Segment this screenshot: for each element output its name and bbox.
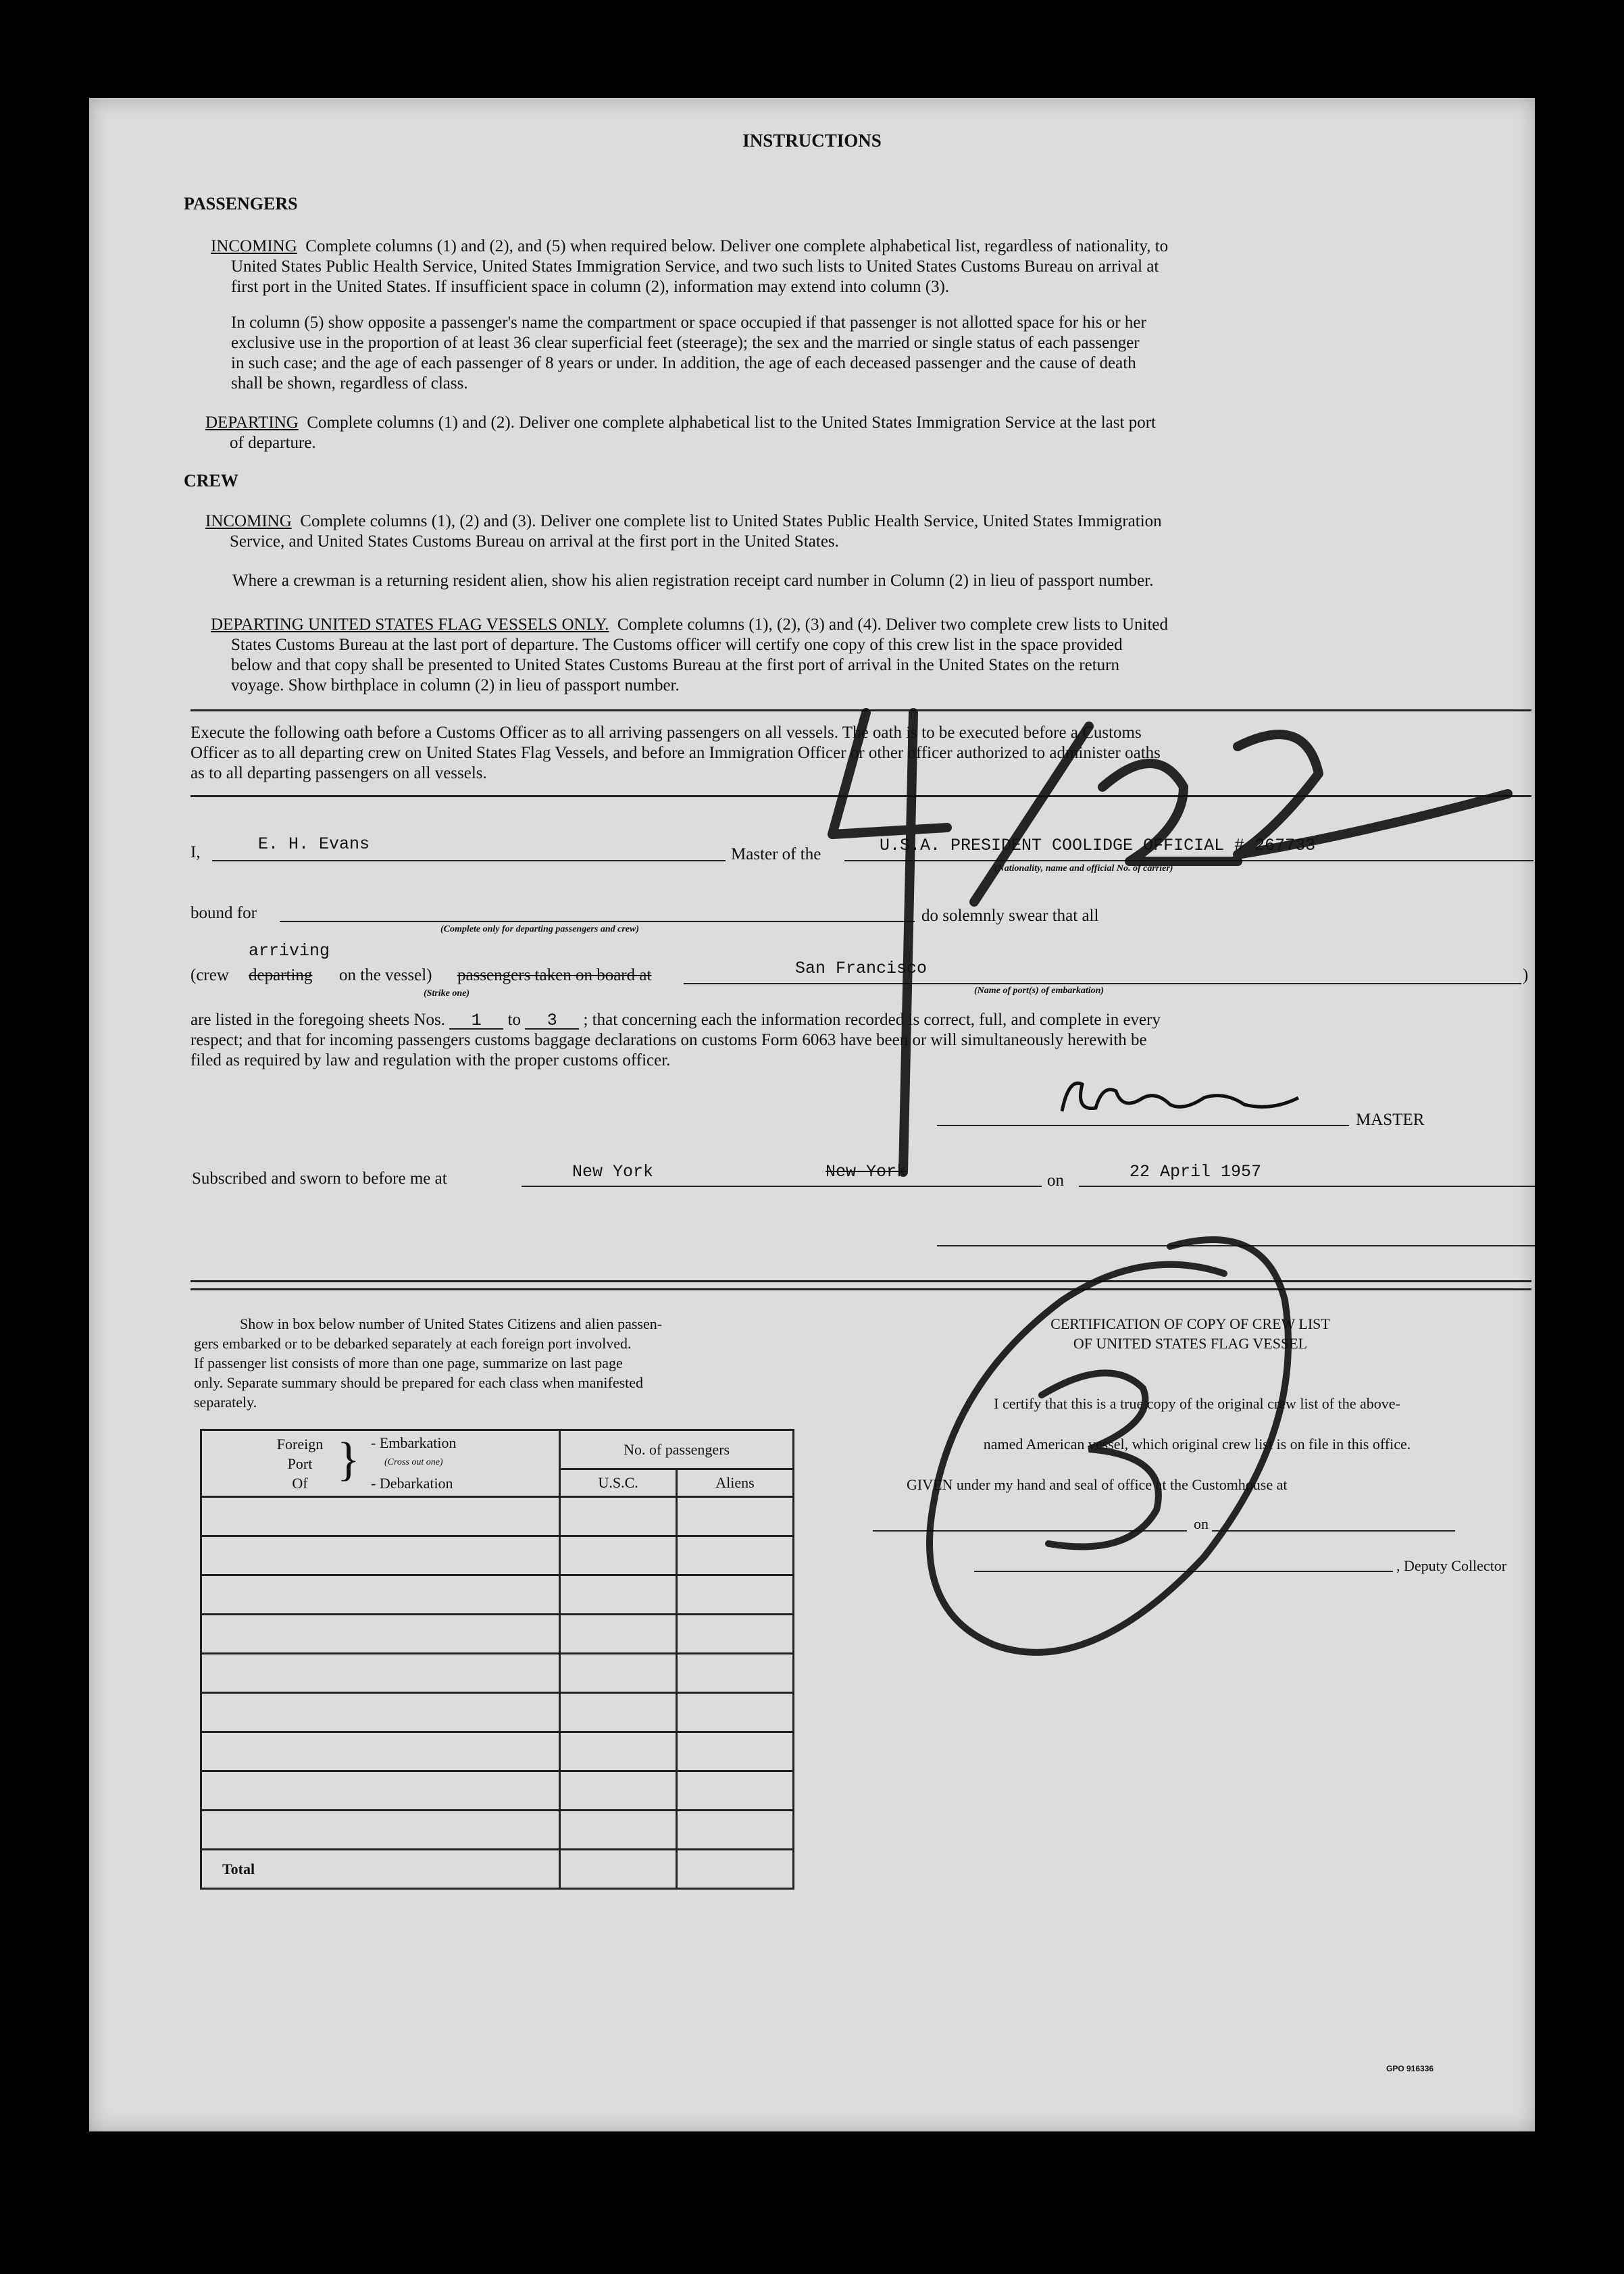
date-line: [1079, 1186, 1535, 1187]
text-line: If passenger list consists of more than one page, summarize on last page: [194, 1355, 623, 1371]
text-line: first port in the United States. If insufficient space in column (2), information may extend into column (3).: [231, 278, 950, 296]
text-line: Complete columns (1), (2) and (3). Deliver one complete list to United States Public Health Service, United States Immigration: [300, 512, 1162, 530]
debarkation-label: - Debarkation: [371, 1474, 453, 1492]
vessel-line: [844, 860, 1533, 861]
port-line: [684, 983, 1521, 984]
table-cell[interactable]: [201, 1536, 560, 1575]
total-usc-cell[interactable]: [560, 1850, 677, 1889]
on-vessel-label: on the vessel): [339, 966, 432, 984]
table-cell[interactable]: [201, 1497, 560, 1536]
passengers-header: No. of passengers: [560, 1430, 794, 1469]
footer-code: GPO 916336: [1386, 2064, 1434, 2073]
form-page: [89, 98, 1535, 2131]
table-cell[interactable]: [560, 1575, 677, 1615]
header-text: Of: [292, 1474, 308, 1492]
table-cell[interactable]: [201, 1732, 560, 1771]
customhouse-line[interactable]: [873, 1530, 1187, 1532]
total-aliens-cell[interactable]: [677, 1850, 794, 1889]
sheets-label: are listed in the foregoing sheets Nos.: [191, 1011, 445, 1029]
arriving-field[interactable]: arriving: [249, 941, 330, 961]
divider: [191, 1288, 1531, 1290]
table-cell[interactable]: [201, 1693, 560, 1732]
page-title: INSTRUCTIONS: [742, 130, 882, 151]
officer-signature-line[interactable]: [937, 1245, 1535, 1246]
table-cell[interactable]: [560, 1732, 677, 1771]
table-cell[interactable]: [560, 1811, 677, 1850]
passengers-incoming: [211, 236, 1508, 297]
subscribed-label: Subscribed and sworn to before me at: [192, 1169, 447, 1188]
text-line: voyage. Show birthplace in column (2) in lieu of passport number.: [231, 676, 680, 694]
text-line: respect; and that for incoming passengers customs baggage declarations on customs Form 6063 have been or will simultaneously herewith be: [191, 1031, 1147, 1049]
foreign-port-header: [201, 1430, 560, 1497]
table-cell[interactable]: [560, 1497, 677, 1536]
table-row: [201, 1615, 794, 1654]
strike-caption: (Strike one): [424, 988, 470, 999]
text-line: States Customs Bureau at the last port of departure. The Customs officer will certify one copy of this crew list in the space provided: [231, 636, 1123, 654]
cert-line: I certify that this is a true copy of the original crew list of the above-: [994, 1395, 1400, 1412]
text-line: exclusive use in the proportion of at least 36 clear superficial feet (steerage); the sex and the married or single status of each passenger: [231, 334, 1140, 352]
table-row: [201, 1536, 794, 1575]
text-line: Service, and United States Customs Bureau on arrival at the first port in the United States.: [230, 532, 839, 551]
text-line: In column (5) show opposite a passenger's name the compartment or space occupied if that passenger is not allotted space for his or her: [231, 313, 1146, 332]
master-label: MASTER: [1356, 1111, 1425, 1129]
text-line: filed as required by law and regulation with the proper customs officer.: [191, 1051, 671, 1069]
cert-date-line[interactable]: [1212, 1530, 1455, 1532]
table-cell[interactable]: [677, 1771, 794, 1811]
master-signature-line[interactable]: [937, 1125, 1349, 1126]
text-line: only. Separate summary should be prepared for each class when manifested: [194, 1374, 644, 1391]
table-cell[interactable]: [677, 1575, 794, 1615]
table-cell[interactable]: [201, 1811, 560, 1850]
bound-for-line[interactable]: [280, 921, 915, 922]
total-label: Total: [201, 1850, 560, 1889]
departing-struck: departing: [249, 966, 313, 984]
table-cell[interactable]: [201, 1771, 560, 1811]
crew-incoming: [205, 511, 1509, 552]
text-line: shall be shown, regardless of class.: [231, 374, 468, 393]
text-line: Complete columns (1) and (2), and (5) when required below. Deliver one complete alphabetical list, regardless of nationality, to: [305, 237, 1169, 255]
crew-alien-note: Where a crewman is a returning resident alien, show his alien registration receipt card number in Column (2) in lieu of passport number.: [232, 572, 1154, 590]
text-line: separately.: [194, 1394, 257, 1411]
usc-header: U.S.C.: [560, 1469, 677, 1497]
text-line: Complete columns (1), (2), (3) and (4). Deliver two complete crew lists to United: [617, 615, 1168, 634]
header-text: Port: [287, 1455, 313, 1472]
text-line: gers embarked or to be debarked separately at each foreign port involved.: [194, 1335, 632, 1352]
to-label: to: [507, 1011, 521, 1029]
close-paren: ): [1523, 966, 1529, 984]
text-line: United States Public Health Service, United States Immigration Service, and two such lists to United States Customs Bureau on arrival at: [231, 257, 1159, 276]
divider: [191, 1280, 1531, 1282]
certification-title: [866, 1314, 1515, 1353]
title-line: CERTIFICATION OF COPY OF CREW LIST: [1050, 1315, 1330, 1332]
text-line: of departure.: [230, 434, 316, 452]
table-cell[interactable]: [560, 1615, 677, 1654]
swear-label: do solemnly swear that all: [921, 907, 1099, 925]
crew-heading: CREW: [184, 471, 238, 490]
text-line: Complete columns (1) and (2). Deliver one complete alphabetical list to the United States Immigration Service at the last port: [307, 413, 1156, 432]
table-cell[interactable]: [201, 1654, 560, 1693]
sheets-statement: [191, 1010, 1535, 1071]
title-line: OF UNITED STATES FLAG VESSEL: [1073, 1335, 1308, 1352]
cert-on-label: on: [1194, 1515, 1209, 1532]
master-name-line: [212, 860, 726, 861]
table-cell[interactable]: [201, 1615, 560, 1654]
text-line: as to all departing passengers on all vessels.: [191, 764, 487, 782]
table-cell[interactable]: [560, 1536, 677, 1575]
bound-caption: (Complete only for departing passengers and crew): [440, 924, 639, 934]
deputy-label: , Deputy Collector: [1396, 1557, 1507, 1574]
departing-label: DEPARTING: [205, 413, 299, 432]
bound-for-label: bound for: [191, 904, 257, 922]
text-line: Show in box below number of United States Citizens and alien passen-: [240, 1315, 663, 1332]
oath-instructions: [191, 723, 1535, 784]
incoming-label: INCOMING: [211, 237, 297, 255]
table-cell[interactable]: [201, 1575, 560, 1615]
text-line: below and that copy shall be presented to United States Customs Bureau at the first port of arrival in the United States on the return: [231, 656, 1119, 674]
table-row: [201, 1732, 794, 1771]
table-row: [201, 1654, 794, 1693]
cross-out-caption: (Cross out one): [384, 1457, 443, 1467]
vessel-field[interactable]: U.S.A. PRESIDENT COOLIDGE OFFICIAL # 267733: [880, 836, 1316, 855]
text-line: Officer as to all departing crew on United States Flag Vessels, and before an Immigration Officer or other officer authorized to administer oaths: [191, 744, 1161, 762]
on-label: on: [1047, 1171, 1064, 1190]
cert-line: GIVEN under my hand and seal of office at the Customhouse at: [907, 1476, 1288, 1493]
crew-departing: [211, 615, 1511, 696]
column5-paragraph: [231, 313, 1515, 394]
table-cell[interactable]: [677, 1536, 794, 1575]
embarkation-label: - Embarkation: [371, 1434, 457, 1451]
table-row: [201, 1575, 794, 1615]
departing-label: DEPARTING UNITED STATES FLAG VESSELS ONLY.: [211, 615, 609, 634]
date-field[interactable]: 22 April 1957: [1130, 1162, 1262, 1182]
aliens-header: Aliens: [677, 1469, 794, 1497]
crew-open-label: (crew: [191, 966, 229, 984]
table-cell[interactable]: [677, 1732, 794, 1771]
table-cell[interactable]: [677, 1693, 794, 1732]
cert-line: named American vessel, which original crew list is on file in this office.: [983, 1436, 1411, 1452]
incoming-label: INCOMING: [205, 512, 292, 530]
table-row: [201, 1497, 794, 1536]
place-line: [522, 1186, 1042, 1187]
total-row: [201, 1850, 794, 1889]
header-text: Foreign: [276, 1435, 324, 1452]
table-cell[interactable]: [560, 1771, 677, 1811]
table-row: [201, 1811, 794, 1850]
table-cell[interactable]: [560, 1693, 677, 1732]
place-struck: New York: [826, 1162, 907, 1182]
passengers-departing: [205, 413, 1509, 453]
divider: [191, 709, 1531, 711]
passenger-summary-table: [200, 1429, 794, 1890]
i-label: I,: [191, 843, 201, 861]
passengers-heading: PASSENGERS: [184, 194, 298, 213]
master-name-field[interactable]: E. H. Evans: [258, 834, 370, 854]
text-line: Execute the following oath before a Customs Officer as to all arriving passengers on all vessels. The oath is to be executed before a Customs: [191, 724, 1142, 742]
place-field[interactable]: New York: [572, 1162, 654, 1182]
vessel-caption: (Nationality, name and official No. of carrier): [994, 863, 1173, 874]
passengers-struck: passengers taken on board at: [457, 966, 652, 984]
sheet-from-field[interactable]: 1: [449, 1013, 503, 1030]
brace-icon: }: [337, 1433, 360, 1486]
divider: [191, 795, 1531, 797]
master-of-label: Master of the: [731, 845, 821, 863]
port-caption: (Name of port(s) of embarkation): [974, 986, 1105, 996]
port-field[interactable]: San Francisco: [795, 959, 928, 978]
table-row: [201, 1771, 794, 1811]
table-cell[interactable]: [677, 1615, 794, 1654]
text-line: in such case; and the age of each passenger of 8 years or under. In addition, the age of each deceased passenger and the cause of death: [231, 354, 1136, 372]
table-row: [201, 1693, 794, 1732]
sheet-to-field[interactable]: 3: [525, 1013, 579, 1030]
deputy-signature-line[interactable]: [974, 1571, 1393, 1572]
table-cell[interactable]: [677, 1654, 794, 1693]
table-cell[interactable]: [560, 1654, 677, 1693]
sheets-rest: ; that concerning each the information recorded is correct, full, and complete in every: [583, 1011, 1161, 1029]
master-signature: [1055, 1071, 1325, 1132]
table-cell[interactable]: [677, 1811, 794, 1850]
table-cell[interactable]: [677, 1497, 794, 1536]
summary-instructions: [194, 1314, 802, 1412]
